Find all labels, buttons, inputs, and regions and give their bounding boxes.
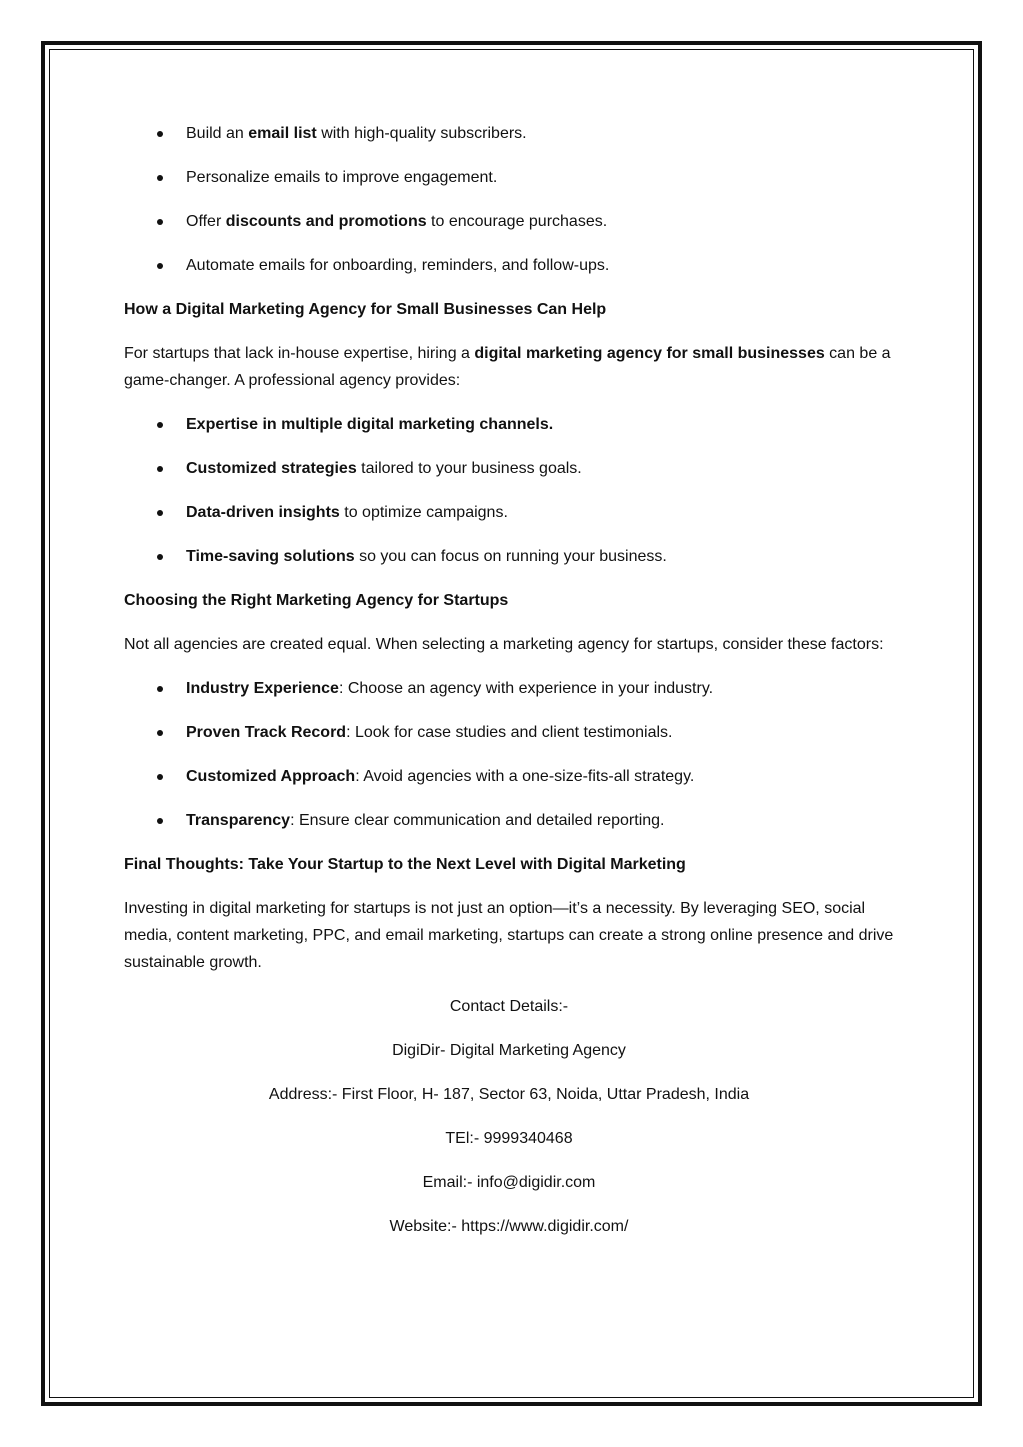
contact-company: DigiDir- Digital Marketing Agency (392, 1042, 626, 1059)
bullet-icon (157, 175, 163, 181)
document-content (124, 120, 894, 1257)
contact-details (124, 993, 894, 1240)
list-item: Customized Approach: Avoid agencies with a one-size-fits-all strategy. (124, 763, 894, 790)
bullet-icon (157, 131, 163, 137)
section-body-final-thoughts: Investing in digital marketing for startups is not just an option—it’s a necessity. By leveraging SEO, social media, content marketing, PPC, and email marketing, startups can create a strong online presence and drive sustainable growth. (124, 900, 894, 971)
list-item: Data-driven insights to optimize campaigns. (124, 499, 894, 526)
agency-factors-list (124, 675, 894, 834)
section-heading-choosing-agency: Choosing the Right Marketing Agency for Startups (124, 592, 509, 609)
section-intro-choosing-agency: Not all agencies are created equal. When selecting a marketing agency for startups, consider these factors: (124, 636, 884, 653)
section-intro-agency-help: For startups that lack in-house expertise, hiring a digital marketing agency for small businesses can be a game-changer. A professional agency provides: (124, 345, 891, 389)
section-heading-agency-help: How a Digital Marketing Agency for Small Businesses Can Help (124, 301, 607, 318)
bullet-icon (157, 219, 163, 225)
list-item: Automate emails for onboarding, reminders, and follow-ups. (124, 252, 894, 279)
section-heading-final-thoughts: Final Thoughts: Take Your Startup to the Next Level with Digital Marketing (124, 856, 686, 873)
contact-website: Website:- https://www.digidir.com/ (389, 1218, 629, 1235)
contact-tel: TEl:- 9999340468 (445, 1130, 573, 1147)
list-item: Transparency: Ensure clear communication and detailed reporting. (124, 807, 894, 834)
list-item: Time-saving solutions so you can focus on running your business. (124, 543, 894, 570)
agency-benefits-list (124, 411, 894, 570)
contact-address: Address:- First Floor, H- 187, Sector 63, Noida, Uttar Pradesh, India (268, 1086, 750, 1103)
list-item: Build an email list with high-quality subscribers. (124, 120, 894, 147)
list-item: Personalize emails to improve engagement. (124, 164, 894, 191)
contact-email: Email:- info@digidir.com (422, 1174, 596, 1191)
bullet-icon (157, 510, 163, 516)
list-item: Proven Track Record: Look for case studies and client testimonials. (124, 719, 894, 746)
email-marketing-list (124, 120, 894, 279)
list-item: Customized strategies tailored to your business goals. (124, 455, 894, 482)
bullet-icon (157, 554, 163, 560)
list-item: Offer discounts and promotions to encourage purchases. (124, 208, 894, 235)
bullet-icon (157, 730, 163, 736)
bullet-icon (157, 774, 163, 780)
bullet-icon (157, 686, 163, 692)
bullet-icon (157, 466, 163, 472)
bullet-icon (157, 818, 163, 824)
list-item: Expertise in multiple digital marketing channels. (124, 411, 894, 438)
list-item: Industry Experience: Choose an agency with experience in your industry. (124, 675, 894, 702)
bullet-icon (157, 263, 163, 269)
bullet-icon (157, 422, 163, 428)
contact-title: Contact Details:- (449, 998, 569, 1015)
